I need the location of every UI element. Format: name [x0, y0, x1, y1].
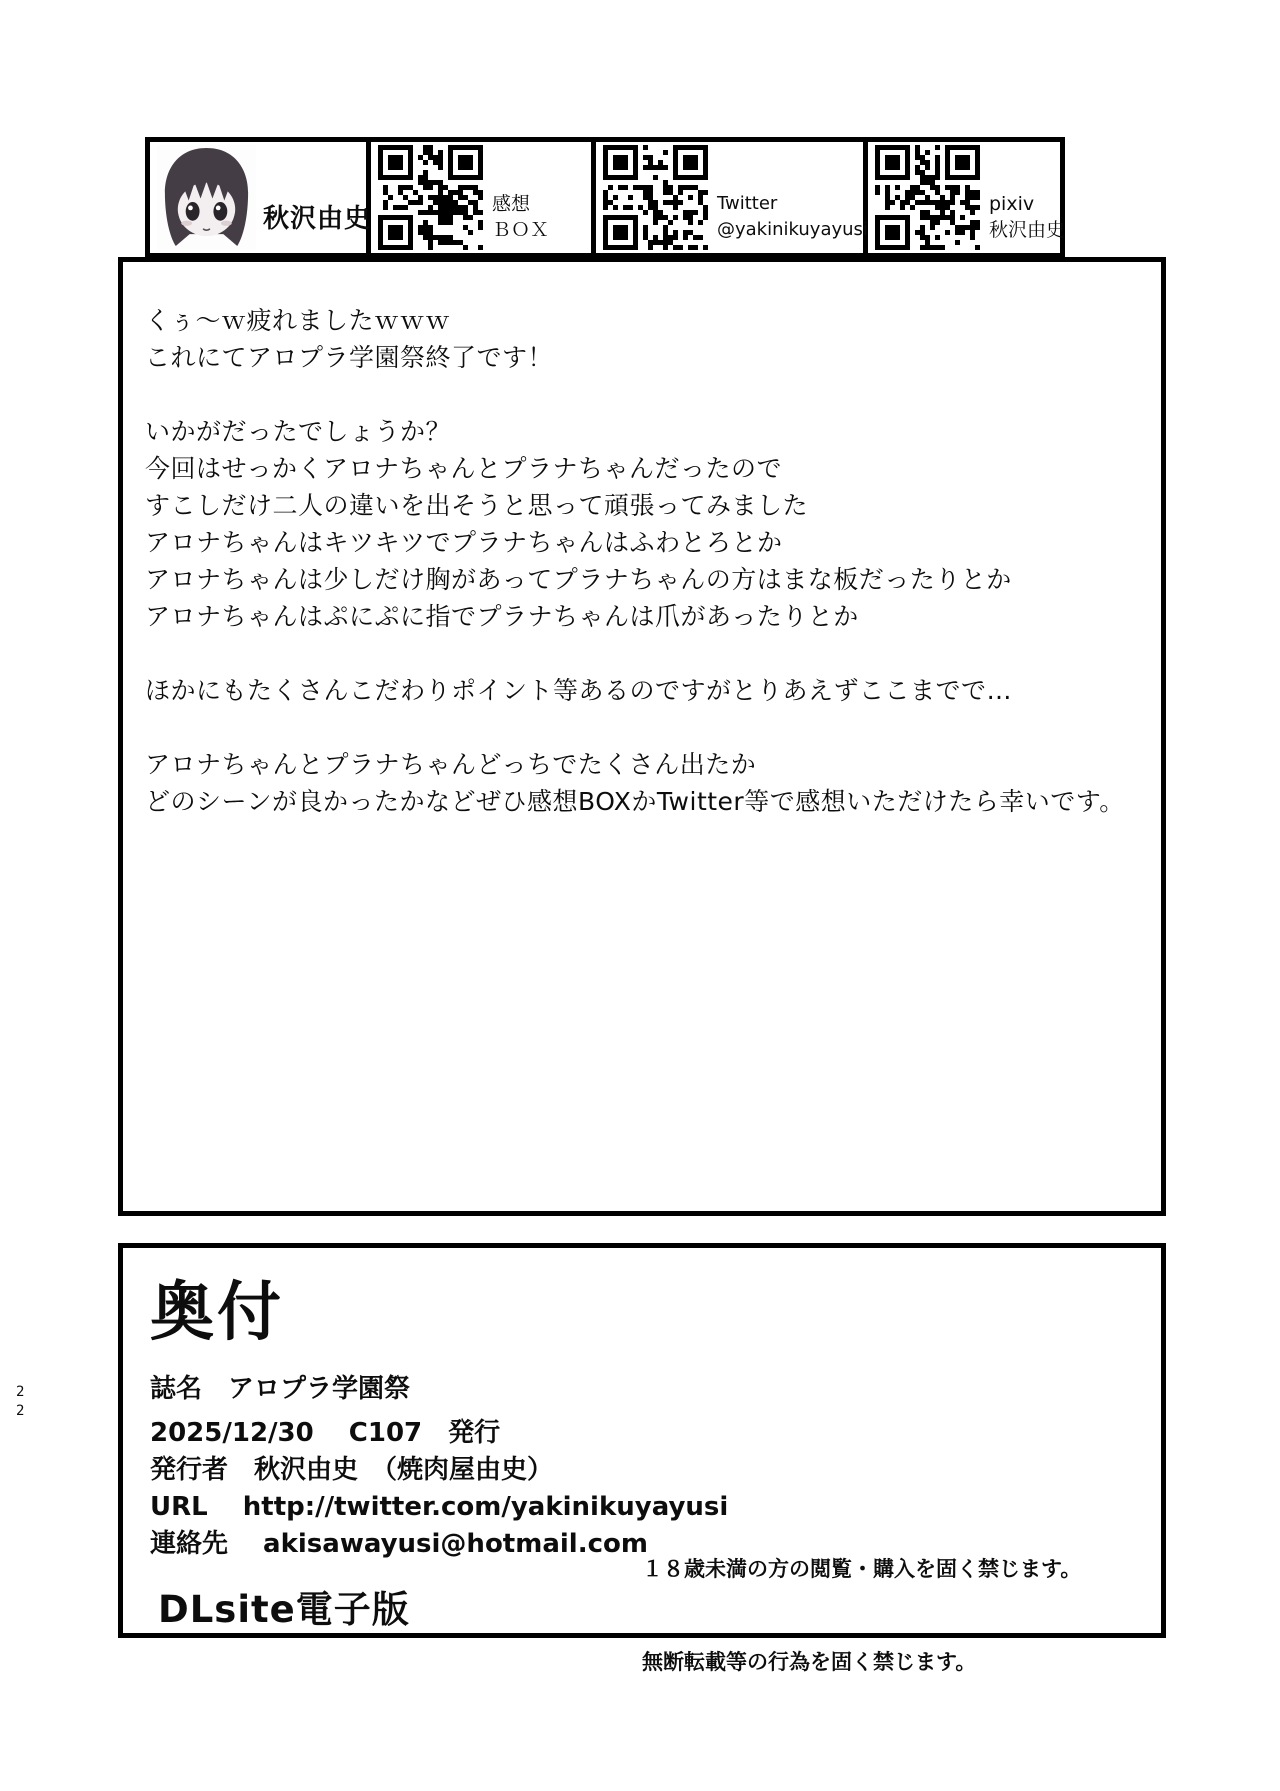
afterword-line — [145, 376, 1145, 413]
qr-label-line: ＢＯＸ — [492, 219, 550, 241]
page-number-digit: 2 — [16, 1384, 25, 1400]
afterword-line: すこしだけ二人の違いを出そうと思って頑張ってみました — [145, 491, 809, 520]
page-number-digit: 2 — [16, 1403, 25, 1419]
afterword-line — [145, 635, 1145, 672]
qr-label-line: Twitter — [717, 193, 778, 214]
afterword-line: アロナちゃんは少しだけ胸があってプラナちゃんの方はまな板だったりとか — [145, 565, 1012, 594]
afterword-line: ほかにもたくさんこだわりポイント等あるのですがとりあえずここまでで… — [145, 676, 1013, 705]
age-restriction-notices — [642, 1492, 1081, 1740]
afterword-line: アロナちゃんとプラナちゃんどっちでたくさん出たか — [145, 750, 757, 779]
afterword-line: アロナちゃんはぷにぷに指でプラナちゃんは爪があったりとか — [145, 602, 859, 631]
qr-label-feedback-box — [492, 191, 549, 253]
header-row — [145, 137, 1065, 258]
afterword-line: どのシーンが良かったかなどぜひ感想BOXかTwitter等で感想いただけたら幸いです。 — [145, 787, 1125, 816]
qr-label-pixiv — [989, 191, 1065, 253]
afterword-line: アロナちゃんはキツキツでプラナちゃんはふわとろとか — [145, 528, 783, 557]
qr-code — [603, 145, 708, 250]
colophon-edition: DLsite電子版 — [158, 1588, 410, 1632]
colophon-box — [118, 1243, 1166, 1674]
afterword-line: くぅ～ｗ疲れましたｗｗｗ — [145, 306, 451, 335]
colophon-field-title: 誌名 アロプラ学園祭 — [150, 1374, 411, 1405]
anime-girl-portrait-icon — [155, 145, 258, 250]
colophon-title: 奥付 — [150, 1276, 284, 1350]
colophon-field-url: URL http://twitter.com/yakinikuyayusi — [150, 1492, 729, 1523]
notice-line: １８歳未満の方の閲覧・購入を固く禁じます。 — [642, 1557, 1082, 1581]
colophon-field-publisher: 発行者 秋沢由史 （焼肉屋由史） — [150, 1455, 554, 1486]
notice-line: 無断転載等の行為を固く禁じます。 — [642, 1650, 977, 1674]
qr-label-line: @yakinikuyayusi — [717, 219, 868, 240]
avatar — [155, 145, 258, 250]
afterword-line — [145, 709, 1145, 746]
qr-card-pixiv — [868, 137, 1065, 258]
qr-card-feedback-box — [371, 137, 596, 258]
colophon-field-date: 2025/12/30 C107 発行 — [150, 1418, 501, 1449]
qr-label-line: 感想 — [492, 193, 531, 215]
afterword-line: 今回はせっかくアロナちゃんとプラナちゃんだったので — [145, 454, 783, 483]
qr-card-twitter — [596, 137, 868, 258]
qr-label-line: 秋沢由史 — [989, 219, 1066, 241]
colophon-field-contact: 連絡先 akisawayusi@hotmail.com — [150, 1529, 648, 1560]
page-number — [16, 1383, 24, 1421]
afterword-line: いかがだったでしょうか？ — [145, 417, 452, 446]
qr-code — [875, 145, 980, 250]
author-name: 秋沢由史 — [263, 204, 372, 234]
afterword-line: これにてアロプラ学園祭終了です！ — [145, 343, 554, 372]
qr-code — [378, 145, 483, 250]
afterword-box — [118, 257, 1166, 1216]
author-card — [145, 137, 371, 258]
qr-label-twitter — [717, 191, 868, 253]
qr-label-line: pixiv — [989, 193, 1035, 215]
